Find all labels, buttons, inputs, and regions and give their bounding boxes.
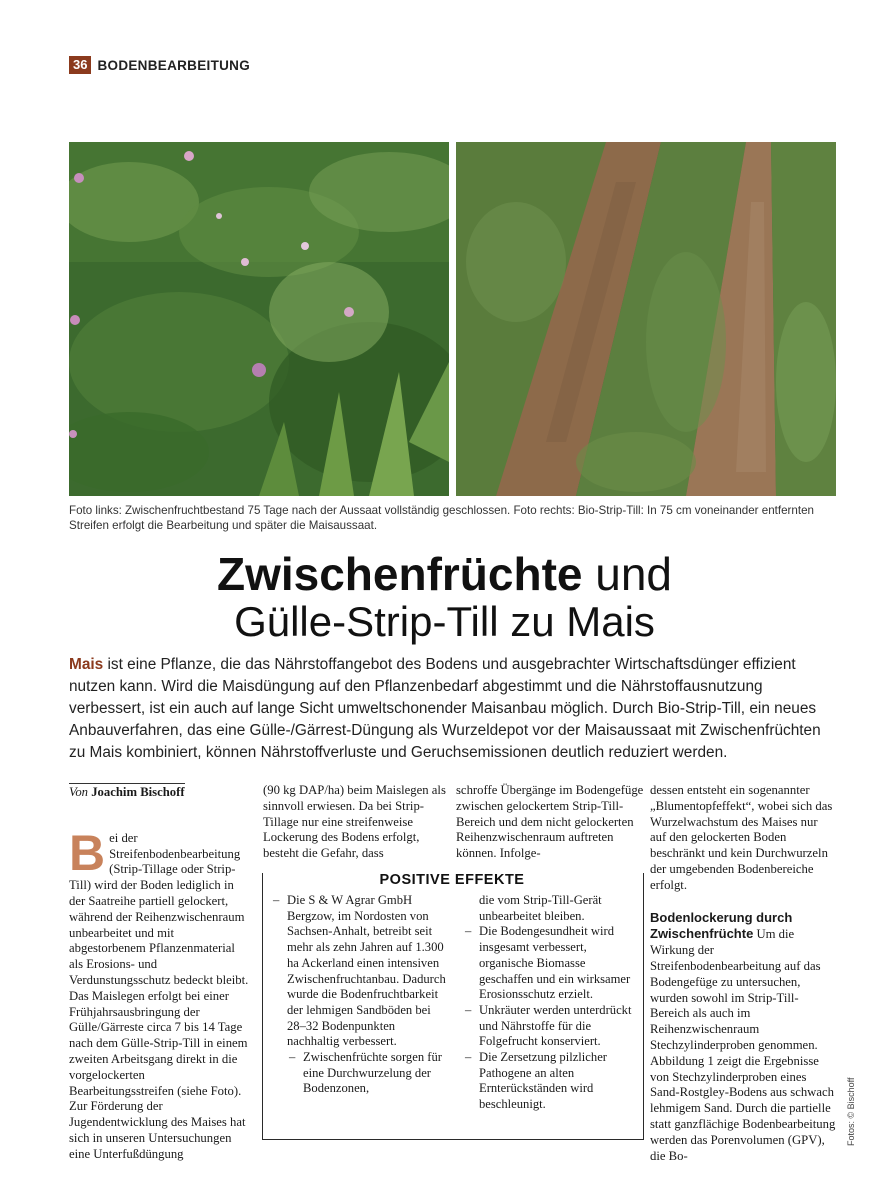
box-title: POSITIVE EFFEKTE [368, 869, 536, 891]
box-right-column [463, 893, 635, 1113]
article-title-line2: Gülle-Strip-Till zu Mais [234, 598, 655, 645]
page-number: 36 [69, 56, 91, 74]
column-4 [650, 783, 836, 1164]
column-4-text1: dessen entsteht ein sogenannter „Blumentopfeffekt“, wobei sich das Wurzelwachstum des Maises nur auf den gelockerten Boden beschränkt und kein Durchwurzeln der umgebenden Bodenbereiche erfolgt. [650, 783, 833, 892]
byline-author: Joachim Bischoff [91, 785, 185, 799]
box-subitem: – Zwischenfrüchte sorgen für eine Durchwurzelung der Bodenzonen, [271, 1050, 447, 1097]
box-left-column [271, 893, 447, 1097]
column-1-body [69, 824, 249, 1163]
info-box [262, 873, 644, 1140]
section-title: BODENBEARBEITUNG [97, 57, 251, 73]
photo-strip-till [456, 142, 836, 496]
drop-cap: B [69, 824, 106, 881]
lead-keyword: Mais [69, 656, 104, 673]
running-header [69, 56, 250, 74]
box-continuation: die vom Strip-Till-Gerät unbearbeitet bleiben. [479, 893, 602, 923]
column-1 [69, 783, 249, 1163]
lead-text: ist eine Pflanze, die das Nährstoffangebot des Bodens und ausgebrachter Wirtschaftsdünger effizient nutzen kann. Wird die Maisdüngung auf den Pflanzenbedarf abgestimmt und die Nährstoffausnutzung verbessert, ist ein auch auf lange Sicht umweltschonender Maisanbau möglich. Durch Bio-Strip-Till, ein neues Anbauverfahren, das eine Gülle-/Gärrest-Düngung als Wurzeldepot vor der Maisaussaat mit Zwischenfrüchten zu Mais kombiniert, können Nährstoffverluste und Geruchsemissionen deutlich reduziert werden. [69, 656, 821, 761]
photo-credit: Fotos: © Bischoff [846, 1077, 856, 1146]
column-4-para2 [650, 910, 836, 1165]
byline-prefix: Von [69, 785, 92, 799]
subheading: Bodenlockerung durch Zwischenfrüchte [650, 909, 793, 942]
article-title [0, 548, 889, 600]
column-3: schroffe Übergänge im Bodengefüge zwischen gelockertem Strip-Till-Bereich und dem nicht gelockerten Reihenzwischenraum auftreten können. Infolge- [456, 783, 644, 861]
column-2: (90 kg DAP/ha) beim Maislegen als sinnvoll erwiesen. Da bei Strip-Tillage nur eine streifenweise Lockerung des Bodens erfolgt, besteht die Gefahr, dass [263, 783, 446, 861]
title-rest: und [582, 548, 673, 600]
box-item: – Unkräuter werden unterdrückt und Nährstoffe für die Folgefrucht konserviert. [463, 1003, 635, 1050]
lead-paragraph [69, 654, 829, 764]
column-4-text2: Um die Wirkung der Streifenbodenbearbeitung auf das Bodengefüge zu untersuchen, wurden sowohl im Strip-Till-Bereich als auch im Reihenzwischenraum Stechzylinderproben genommen. Abbildung 1 zeigt die Ergebnisse von Stechzylinderproben eines Sand-Rostgley-Bodens aus schwach lehmigem Sand. Durch die partielle statt ganzflächige Bodenbearbeitung werden das Porenvolumen (GPV), die Bo- [650, 927, 836, 1163]
title-bold: Zwischenfrüchte [216, 548, 583, 600]
photo-cover-crop [69, 142, 449, 496]
photo-caption: Foto links: Zwischenfruchtbestand 75 Tage nach der Aussaat vollständig geschlossen. Foto rechts: Bio-Strip-Till: In 75 cm voneinander entfernten Streifen erfolgt die Bearbeitung und später die Maisaussaat. [69, 504, 814, 532]
column-1-text: ei der Streifenbodenbearbeitung (Strip-Tillage oder Strip-Till) wird der Boden lediglich in der Saatreihe partiell gelockert, während der Reihenzwischenraum unbearbeitet und mit abgestorbenem Pflanzenmaterial als Erosions- und Verdunstungsschutz bedeckt bleibt. Das Maislegen erfolgt bei einer Frühjahrsausbringung der Gülle/Gärreste circa 7 bis 14 Tage nach dem Gülle-Strip-Till in einem zweiten Arbeitsgang direkt in die vorgelockerten Bearbeitungsstreifen (siehe Foto). Zur Förderung der Jugendentwicklung des Maises hat sich in unseren Untersuchungen eine Unterfußdüngung [69, 830, 249, 1161]
box-item: – Die S & W Agrar GmbH Bergzow, im Nordosten von Sachsen-Anhalt, betreibt seit mehr als zehn Jahren auf 1.300 ha Ackerland einen intensiven Zwischenfruchtanbau. Dadurch wurde die Bodenfruchtbarkeit der lehmigen Sandböden bei 28–32 Bodenpunkten nachhaltig verbessert. [271, 893, 447, 1050]
box-item: – Die Zersetzung pilzlicher Pathogene an alten Ernterückständen wird beschleunigt. [463, 1050, 635, 1113]
box-item: – Die Bodengesundheit wird insgesamt verbessert, organische Biomasse geschaffen und ein wirksamer Erosionsschutz erzielt. [463, 924, 635, 1003]
byline [69, 783, 185, 801]
